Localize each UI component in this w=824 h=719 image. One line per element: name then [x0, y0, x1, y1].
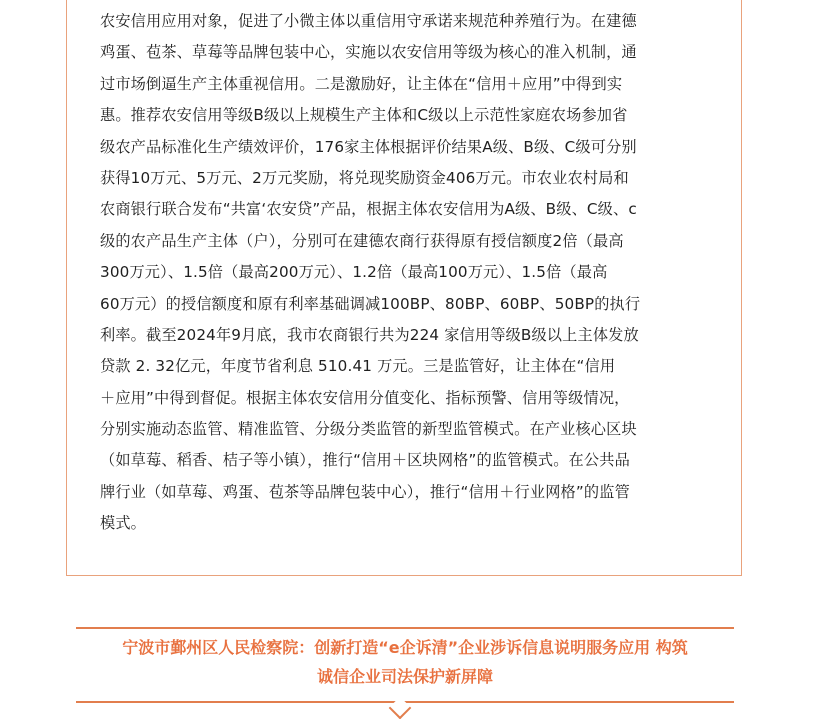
article-line: 鸡蛋、苞茶、草莓等品牌包装中心，实施以农安信用等级为核心的准入机制，通: [100, 43, 637, 62]
article-line: 获得10万元、5万元、2万元奖励，将兑现奖励资金406万元。市农业农村局和: [100, 168, 629, 187]
article-line: 级的农产品生产主体（户），分别可在建德农商行获得原有授信额度2倍（最高: [100, 231, 624, 250]
article-line: 利率。截至2024年9月底，我市农商银行共为224 家信用等级B级以上主体发放: [100, 325, 639, 344]
article-line: 分别实施动态监管、精准监管、分级分类监管的新型监管模式。在产业核心区块: [100, 420, 637, 439]
article-line: 贷款 2. 32亿元，年度节省利息 510.41 万元。三是监管好，让主体在“信用: [100, 357, 616, 376]
article-line: 级农产品标准化生产绩效评价，176家主体根据评价结果A级、B级、C级可分别: [100, 137, 637, 156]
section-title-line-2: 诚信企业司法保护新屏障: [316, 667, 493, 686]
article-line: 农安信用应用对象，促进了小微主体以重信用守承诺来规范种养殖行为。在建德: [100, 12, 637, 30]
article-line: 牌行业（如草莓、鸡蛋、苞茶等品牌包装中心），推行“信用＋行业网格”的监管: [100, 482, 630, 501]
article-line: 农商银行联合发布“共富‘农安贷”产品，根据主体农安信用为A级、B级、C级、c: [100, 200, 637, 219]
section-title-line-1: 宁波市鄞州区人民检察院：创新打造“e企诉清”企业涉诉信息说明服务应用 构筑: [122, 638, 688, 657]
article-line: 模式。: [100, 514, 147, 533]
article-body: [100, 6, 720, 540]
section-header: [76, 627, 734, 703]
article-line: ＋应用”中得到督促。根据主体农安信用分值变化、指标预警、信用等级情况，: [100, 388, 630, 407]
article-line: （如草莓、稻香、桔子等小镇），推行“信用＋区块网格”的监管模式。在公共品: [100, 451, 630, 470]
article-line: 300万元）、1.5倍（最高200万元）、1.2倍（最高100万元）、1.5倍（最高: [100, 263, 608, 282]
article-line: 过市场倒逼生产主体重视信用。二是激励好，让主体在“信用＋应用”中得到实: [100, 74, 623, 93]
article-line: 60万元）的授信额度和原有利率基础调减100BP、80BP、60BP、50BP的执行: [100, 294, 641, 313]
article-line: 惠。推荐农安信用等级B级以上规模生产主体和C级以上示范性家庭农场参加省: [100, 106, 628, 125]
